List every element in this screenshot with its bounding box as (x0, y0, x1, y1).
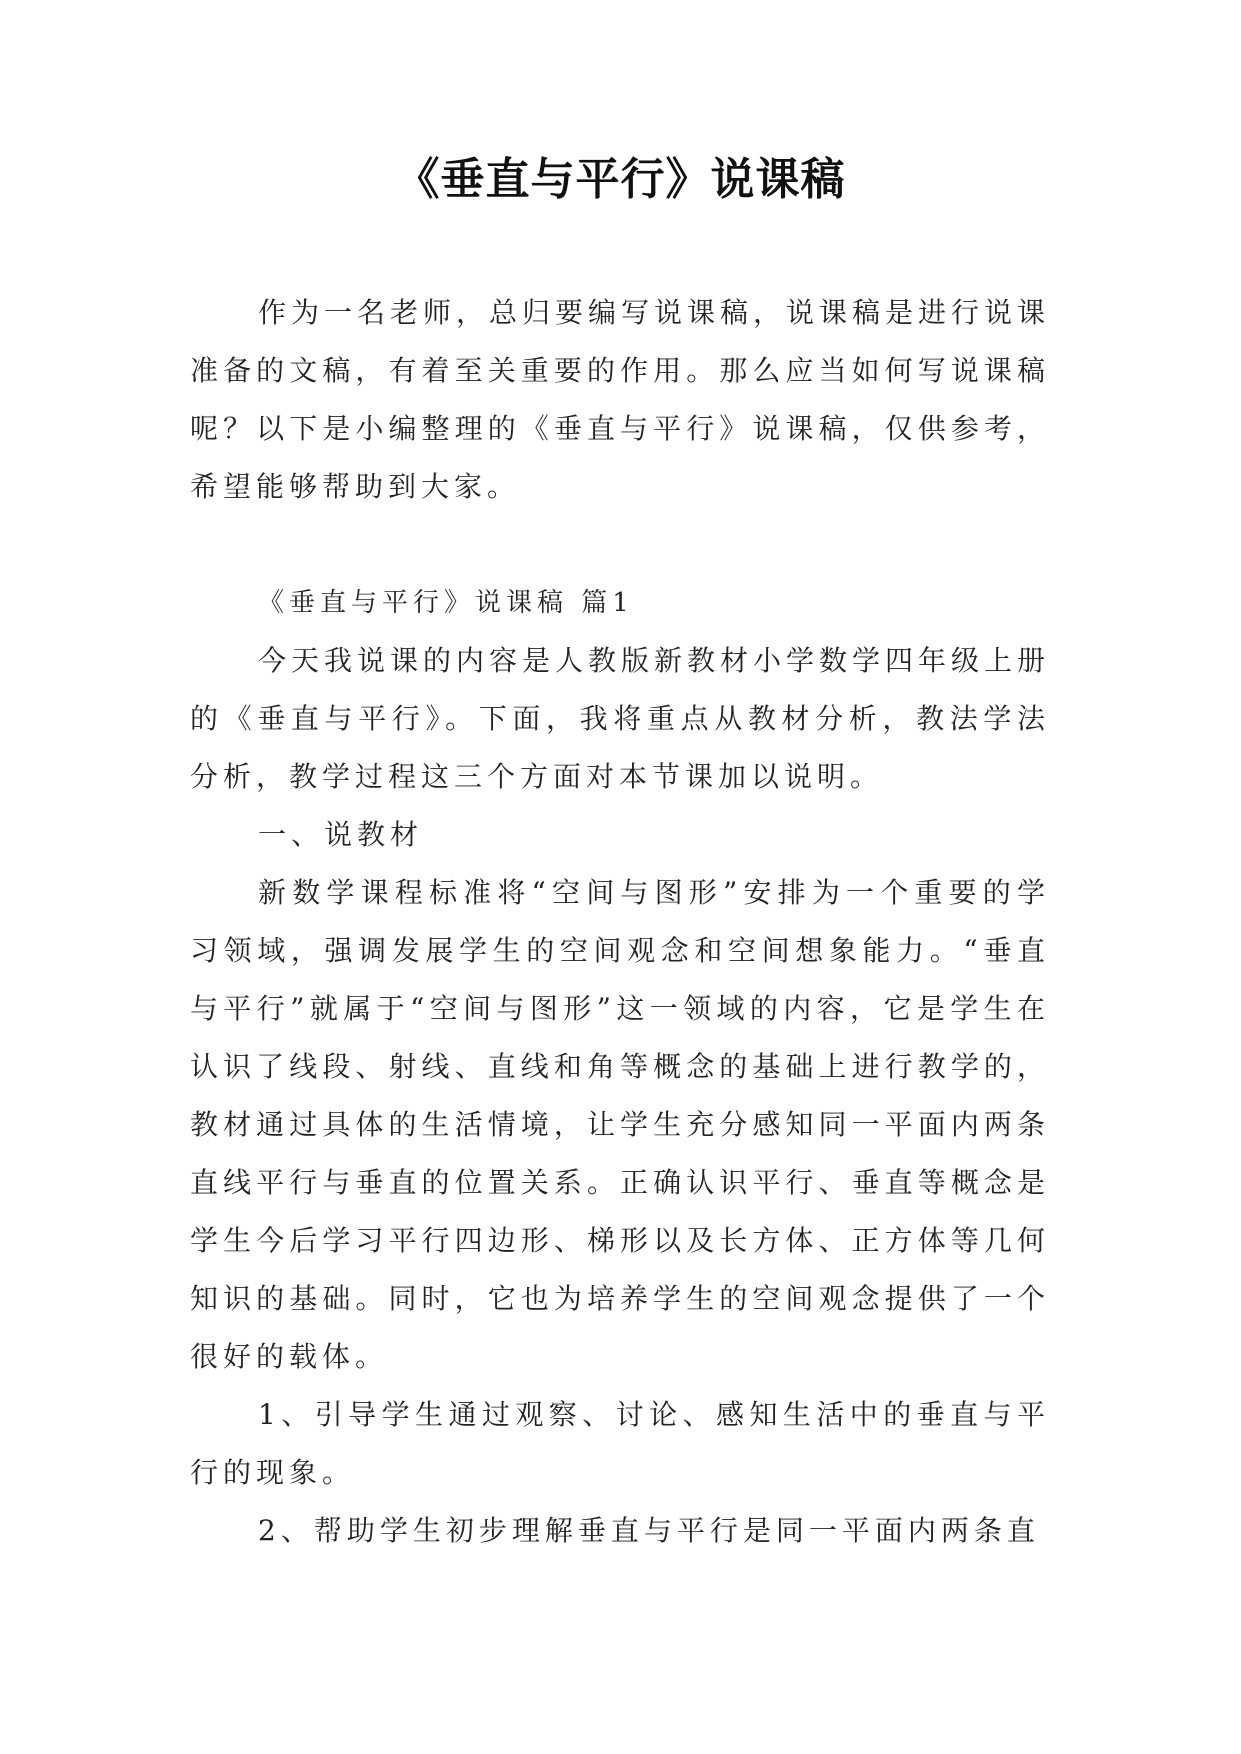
subsection-heading: 一、说教材 (258, 818, 424, 851)
body-paragraph: 1、引导学生通过观察、讨论、感知生活中的垂直与平行的现象。 (190, 1398, 1050, 1489)
body-paragraph: 新数学课程标准将“空间与图形”安排为一个重要的学习领域，强调发展学生的空间观念和空间想象能力。“垂直与平行”就属于“空间与图形”这一领域的内容，它是学生在认识了线段、射线、直线和角等概念的基础上进行教学的，教材通过具体的生活情境，让学生充分感知同一平面内两条直线平行与垂直的位置关系。正确认识平行、垂直等概念是学生今后学习平行四边形、梯形以及长方体、正方体等几何知识的基础。同时，它也为培养学生的空间观念提供了一个很好的载体。 (190, 876, 1050, 1373)
body-paragraph: 今天我说课的内容是人教版新教材小学数学四年级上册的《垂直与平行》。下面，我将重点从教材分析，教法学法分析，教学过程这三个方面对本节课加以说明。 (190, 644, 1051, 793)
section-title: 《垂直与平行》说课稿 篇1 (258, 588, 634, 618)
document-body (190, 284, 1050, 1560)
intro-paragraph: 作为一名老师，总归要编写说课稿，说课稿是进行说课准备的文稿，有着至关重要的作用。那么应当如何写说课稿呢？以下是小编整理的《垂直与平行》说课稿，仅供参考，希望能够帮助到大家。 (190, 296, 1051, 503)
document-title: 《垂直与平行》说课稿 (395, 154, 846, 205)
paragraph-spacer (190, 516, 1050, 574)
body-paragraph: 2、帮助学生初步理解垂直与平行是同一平面内两条直 (258, 1514, 1040, 1547)
